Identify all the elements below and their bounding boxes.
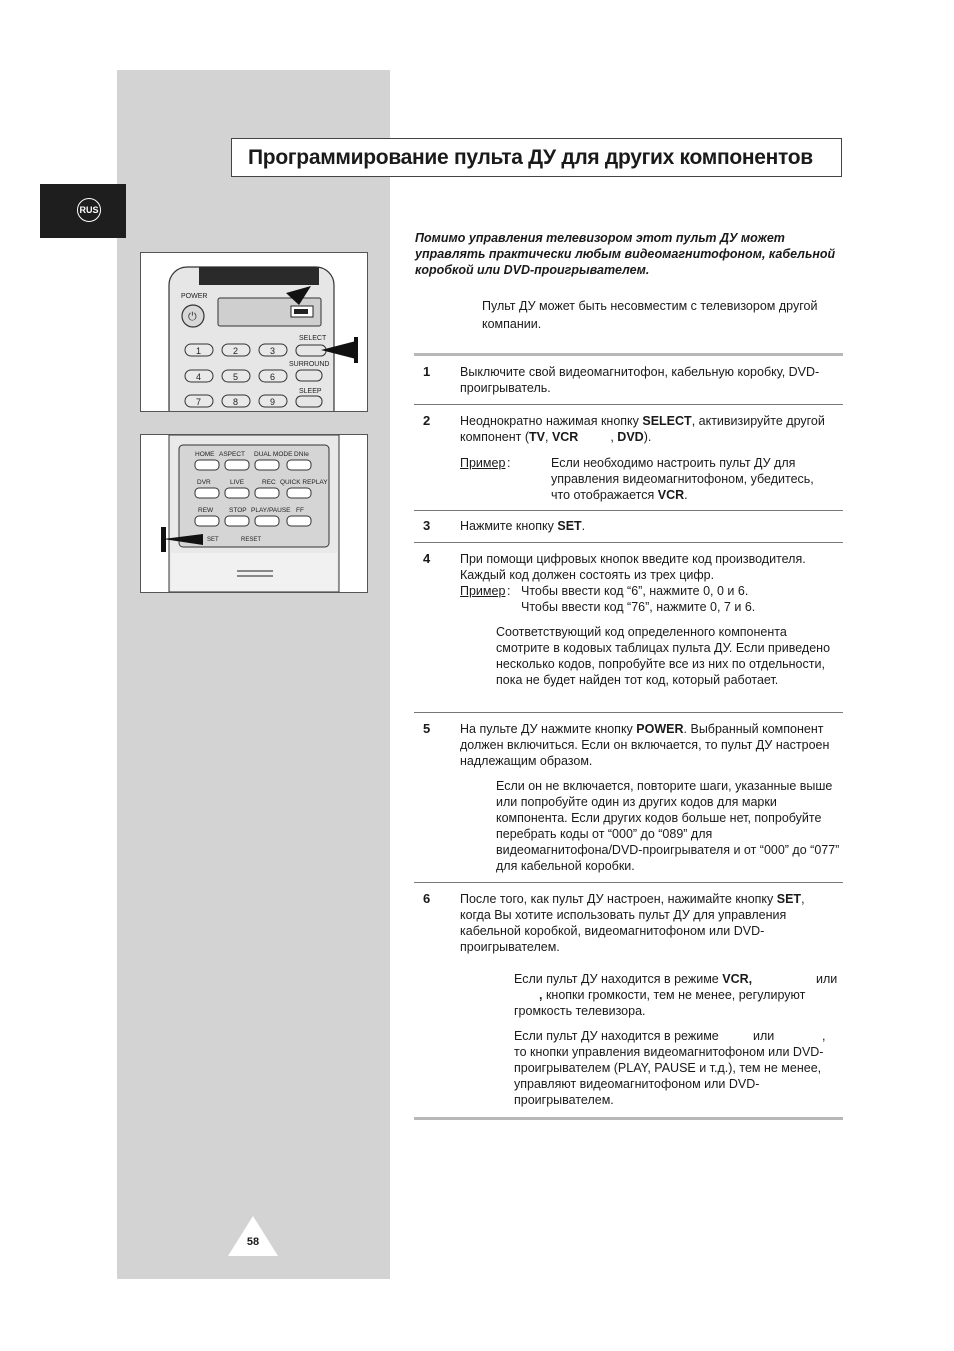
- select-keyword: SELECT: [642, 414, 692, 428]
- step-3-number: 3: [423, 518, 431, 533]
- step-6-note-1-e: кнопки громкости, тем не менее, регулируют громкость телевизора.: [514, 988, 806, 1018]
- step-4-text: При помощи цифровых кнопок введите код производителя. Каждый код должен состоять из трех цифр.: [460, 552, 806, 582]
- page-title-box: [231, 138, 842, 177]
- divider-step-3: [414, 510, 843, 511]
- dvr-label: DVR: [197, 479, 211, 486]
- language-tab: [40, 184, 126, 238]
- reset-label: RESET: [241, 537, 262, 543]
- step-5-number: 5: [423, 721, 431, 736]
- step-2-example-a: Если необходимо настроить пульт ДУ для управления видеомагнитофоном, убедитесь, что отображается: [551, 456, 814, 502]
- dvd-keyword: DVD: [617, 430, 644, 444]
- live-label: LIVE: [230, 479, 245, 486]
- select-label: SELECT: [299, 335, 327, 342]
- aspect-label: ASPECT: [219, 451, 246, 458]
- step-2-example-word: Пример: [460, 456, 506, 470]
- step-6-note-1-comma: ,: [539, 988, 543, 1002]
- divider-step-5: [414, 712, 843, 713]
- surround-label: SURROUND: [289, 361, 330, 368]
- step-2-number: 2: [423, 413, 431, 428]
- digit-4: 4: [196, 372, 202, 382]
- remote-bottom-svg: [141, 435, 367, 592]
- digit-2: 2: [233, 346, 239, 356]
- step-2-example-label: [460, 455, 505, 471]
- stop-label: STOP: [229, 507, 247, 514]
- digit-8: 8: [233, 397, 239, 407]
- divider-step-4: [414, 542, 843, 543]
- divider-top: [414, 353, 843, 356]
- divider-step-2: [414, 404, 843, 405]
- battery-icon: [294, 309, 308, 314]
- power-keyword: POWER: [636, 722, 684, 736]
- step-2-sep-1: ,: [544, 430, 552, 444]
- step-3-text-c: .: [581, 519, 586, 533]
- power-icon: ⏻: [188, 311, 197, 323]
- step-6-text: [460, 891, 838, 955]
- step-4-example-colon: :: [507, 584, 511, 598]
- step-6-number: 6: [423, 891, 431, 906]
- step-2-example-c: .: [684, 488, 688, 502]
- step-4-example-line-1: Чтобы ввести код “6”, нажмите 0, 0 и 6.: [521, 584, 749, 598]
- page-number: 58: [246, 1236, 260, 1248]
- step-6-text-c: , когда Вы хотите использовать пульт ДУ для управления кабельной коробкой, видеомагнитофоном или DVD-проигрывателем.: [460, 892, 805, 954]
- step-4-example-word: Пример: [460, 584, 506, 598]
- step-6-note-1-or: или: [816, 972, 838, 986]
- set-keyword-2: SET: [776, 892, 802, 906]
- step-6-note-1-line-1: [514, 971, 844, 987]
- step-2-sep-2: ,: [610, 430, 618, 444]
- dnie-label: DNIe: [294, 451, 309, 458]
- vcr-keyword: VCR: [551, 430, 579, 444]
- step-5-text: [460, 721, 844, 769]
- step-6-note-2-line-1: [514, 1028, 844, 1044]
- step-5-text-a: На пульте ДУ нажмите кнопку: [460, 722, 637, 736]
- step-6-note-2-rest: то кнопки управления видеомагнитофоном или DVD-проигрывателем (PLAY, PAUSE и т.д.), тем не менее, управляют видеомагнитофоном или DVD-проигрывателем.: [514, 1045, 824, 1107]
- page-title: Программирование пульта ДУ для других компонентов: [248, 145, 813, 169]
- rec-label: REC: [262, 479, 276, 486]
- digit-6: 6: [270, 372, 276, 382]
- step-1-text: Выключите свой видеомагнитофон, кабельную коробку, DVD-проигрыватель.: [460, 365, 820, 395]
- step-4-number: 4: [423, 551, 431, 566]
- step-4-note: Соответствующий код определенного компонента смотрите в кодовых таблицах пульта ДУ. Если приведено несколько кодов, попробуйте все из них по отдельности, пока не будет найден тот код, который работает.: [496, 625, 831, 687]
- step-6-note-2-comma: ,: [822, 1029, 826, 1043]
- play-pause-label: PLAY/PAUSE: [251, 507, 291, 514]
- step-6-note-2-a: Если пульт ДУ находится в режиме: [514, 1029, 719, 1043]
- step-3-text: [460, 518, 842, 534]
- step-4-example-line-2: Чтобы ввести код “76”, нажмите 0, 7 и 6.: [521, 600, 756, 614]
- step-1-number: 1: [423, 364, 431, 379]
- tv-keyword: TV: [529, 430, 545, 444]
- step-3-text-a: Нажмите кнопку: [460, 519, 558, 533]
- step-2-example-vcr: VCR: [657, 488, 685, 502]
- rew-label: REW: [198, 507, 214, 514]
- set-keyword: SET: [557, 519, 582, 533]
- home-label: HOME: [195, 451, 215, 458]
- dual-mode-label: DUAL MODE: [254, 451, 293, 458]
- digit-3: 3: [270, 346, 276, 356]
- ff-label: FF: [296, 507, 304, 514]
- set-label: SET: [207, 537, 219, 543]
- step-6-note-1-line-2: [514, 987, 844, 1019]
- step-6-note-2-or: или: [753, 1029, 775, 1043]
- sleep-label: SLEEP: [299, 388, 322, 395]
- step-6-note-1-a: Если пульт ДУ находится в режиме: [514, 972, 723, 986]
- intro-text: Помимо управления телевизором этот пульт ДУ может управлять практически любым видеомагнитофоном, кабельной коробкой или DVD-проигрывателем.: [415, 231, 836, 277]
- step-2-text-i: ).: [643, 430, 652, 444]
- digit-1: 1: [196, 346, 202, 356]
- step-6-note-1-vcr: VCR,: [722, 972, 753, 986]
- divider-bottom: [414, 1117, 843, 1120]
- step-5-text-c: . Выбранный компонент должен включиться. Если он включается, то пульт ДУ настроен надлежащим образом.: [460, 722, 830, 768]
- language-badge: RUS: [77, 198, 101, 222]
- step-2-text: [460, 413, 842, 445]
- digit-5: 5: [233, 372, 239, 382]
- step-5-note: Если он не включается, повторите шаги, указанные выше или попробуйте один из других кодов для марки компонента. Если других кодов больше нет, попробуйте перебрать коды от “000” до “089” для видеомагнитофона/DVD-проигрывателя и от “000” до “077” для кабельной коробки.: [496, 779, 840, 873]
- digit-7: 7: [196, 397, 202, 407]
- compatibility-note: Пульт ДУ может быть несовместим с телевизором другой компании.: [482, 299, 818, 331]
- step-2-text-c: , активизируйте другой компонент (: [460, 414, 825, 444]
- remote-bottom-illustration: [140, 434, 368, 593]
- remote-top-svg: [141, 253, 367, 411]
- remote-top-illustration: [140, 252, 368, 412]
- quick-replay-label: QUICK REPLAY: [280, 479, 328, 486]
- power-label: POWER: [181, 293, 208, 300]
- step-2-example-colon: :: [507, 456, 511, 470]
- digit-9: 9: [270, 397, 276, 407]
- step-6-text-a: После того, как пульт ДУ настроен, нажимайте кнопку: [460, 892, 777, 906]
- divider-step-6: [414, 882, 843, 883]
- step-2-text-a: Неоднократно нажимая кнопку: [460, 414, 643, 428]
- step-4-example-label: [460, 583, 505, 599]
- step-2-example-text: [551, 455, 831, 503]
